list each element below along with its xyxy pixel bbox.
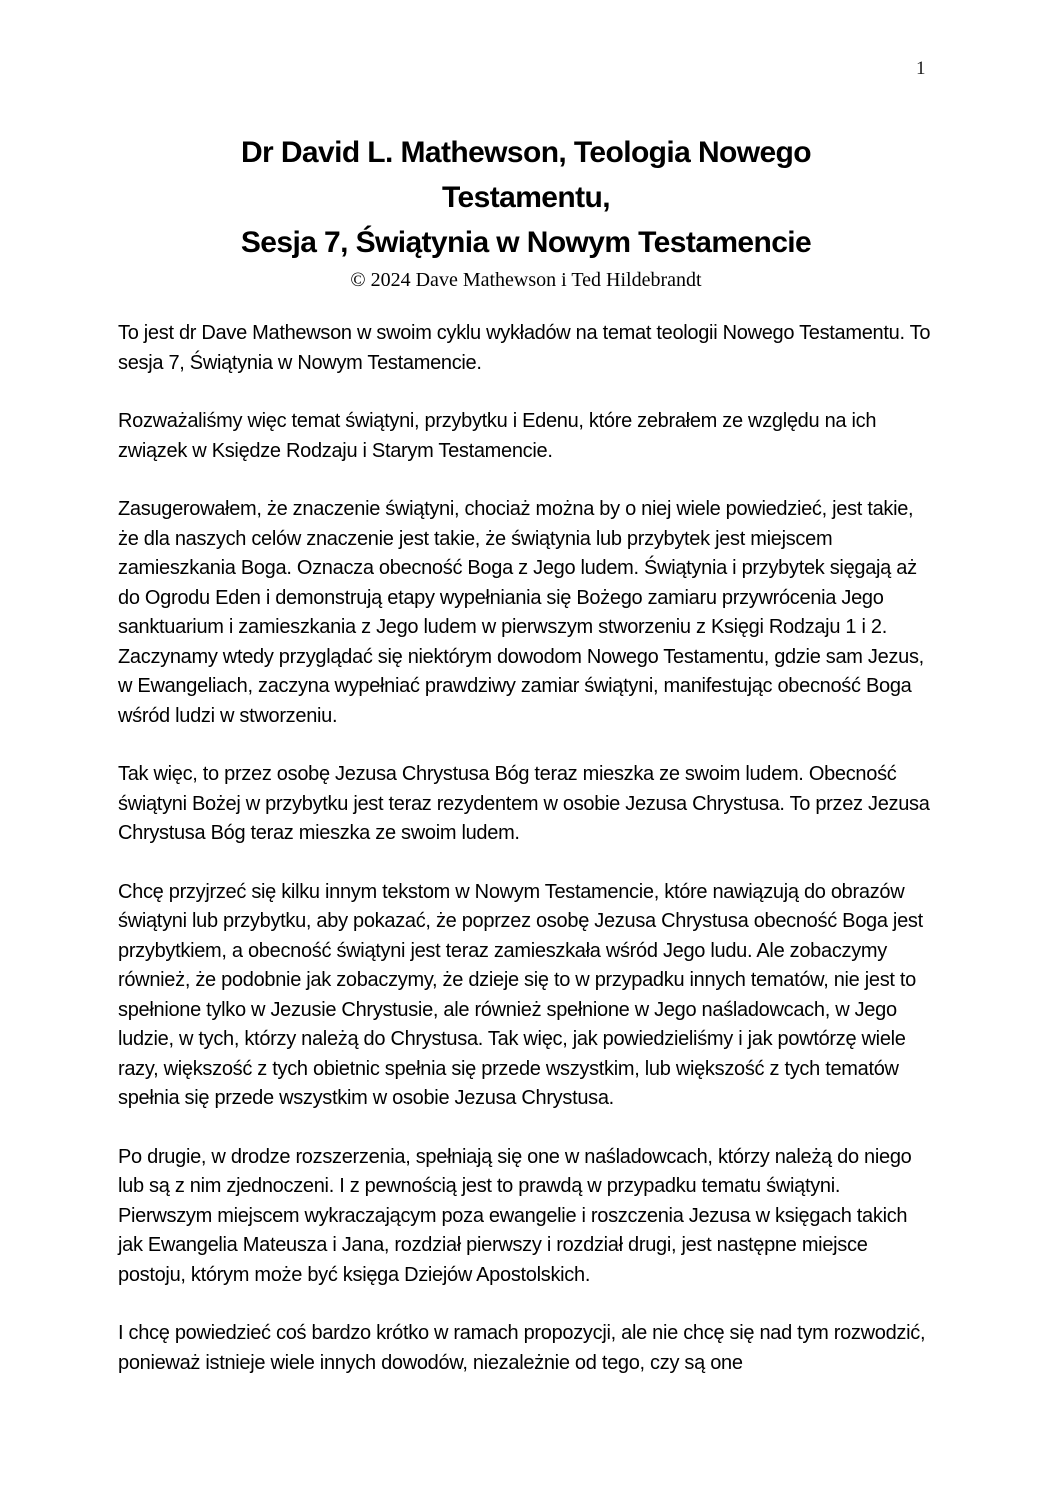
document-title (118, 130, 934, 265)
copyright-line: © 2024 Dave Mathewson i Ted Hildebrandt (350, 269, 702, 291)
paragraph: Rozważaliśmy więc temat świątyni, przybytku i Edenu, które zebrałem ze względu na ich związek w Księdze Rodzaju i Starym Testamencie. (118, 410, 877, 462)
title-line-3: Sesja 7, Świątynia w Nowym Testamencie (240, 226, 812, 259)
paragraph: Chcę przyjrzeć się kilku innym tekstom w Nowym Testamencie, które nawiązują do obrazów świątyni lub przybytku, aby pokazać, że poprzez osobę Jezusa Chrystusa obecność Boga jest przybytkiem, a obecność świątyni jest teraz zamieszkała wśród Jego ludu. Ale zobaczymy również, że podobnie jak zobaczymy, że dzieje się to w przypadku innych tematów, nie jest to spełnione tylko w Jezusie Chrystusie, ale również spełnione w Jego naśladowcach, w Jego ludzie, w tych, którzy należą do Chrystusa. Tak więc, jak powiedzieliśmy i jak powtórzę wiele razy, większość z tych obietnic spełnia się przede wszystkim, lub większość z tych tematów spełnia się przede wszystkim w osobie Jezusa Chrystusa. (118, 880, 923, 1109)
paragraph: Po drugie, w drodze rozszerzenia, spełniają się one w naśladowcach, którzy należą do niego lub są z nim zjednoczeni. I z pewnością jest to prawdą w przypadku tematu świątyni. Pierwszym miejscem wykraczającym poza ewangelie i roszczenia Jezusa w księgach takich jak Ewangelia Mateusza i Jana, rozdział pierwszy i rozdział drugi, jest następne miejsce postoju, którym może być księga Dziejów Apostolskich. (118, 1145, 912, 1286)
title-line-1: Dr David L. Mathewson, Teologia Nowego (240, 136, 812, 169)
page-number: 1 (916, 58, 926, 79)
title-line-2: Testamentu, (442, 181, 610, 214)
paragraph: I chcę powiedzieć coś bardzo krótko w ramach propozycji, ale nie chcę się nad tym rozwodzić, ponieważ istnieje wiele innych dowodów, niezależnie od tego, czy są one (118, 1322, 926, 1374)
body-text (118, 319, 934, 1378)
paragraph: To jest dr Dave Mathewson w swoim cyklu wykładów na temat teologii Nowego Testamentu. To sesja 7, Świątynia w Nowym Testamencie. (118, 322, 931, 374)
paragraph: Zasugerowałem, że znaczenie świątyni, chociaż można by o niej wiele powiedzieć, jest takie, że dla naszych celów znaczenie jest takie, że świątynia lub przybytek jest miejscem zamieszkania Boga. Oznacza obecność Boga z Jego ludem. Świątynia i przybytek sięgają aż do Ogrodu Eden i demonstrują etapy wypełniania się Bożego zamiaru przywrócenia Jego sanktuarium i zamieszkania z Jego ludem w pierwszym stworzeniu z Księgi Rodzaju 1 i 2. Zaczynamy wtedy przyglądać się niektórym dowodom Nowego Testamentu, gdzie sam Jezus, w Ewangeliach, zaczyna wypełniać prawdziwy zamiar świątyni, manifestując obecność Boga wśród ludzi w stworzeniu. (118, 498, 924, 727)
paragraph: Tak więc, to przez osobę Jezusa Chrystusa Bóg teraz mieszka ze swoim ludem. Obecność świątyni Bożej w przybytku jest teraz rezydentem w osobie Jezusa Chrystusa. To przez Jezusa Chrystusa Bóg teraz mieszka ze swoim ludem. (118, 763, 930, 844)
